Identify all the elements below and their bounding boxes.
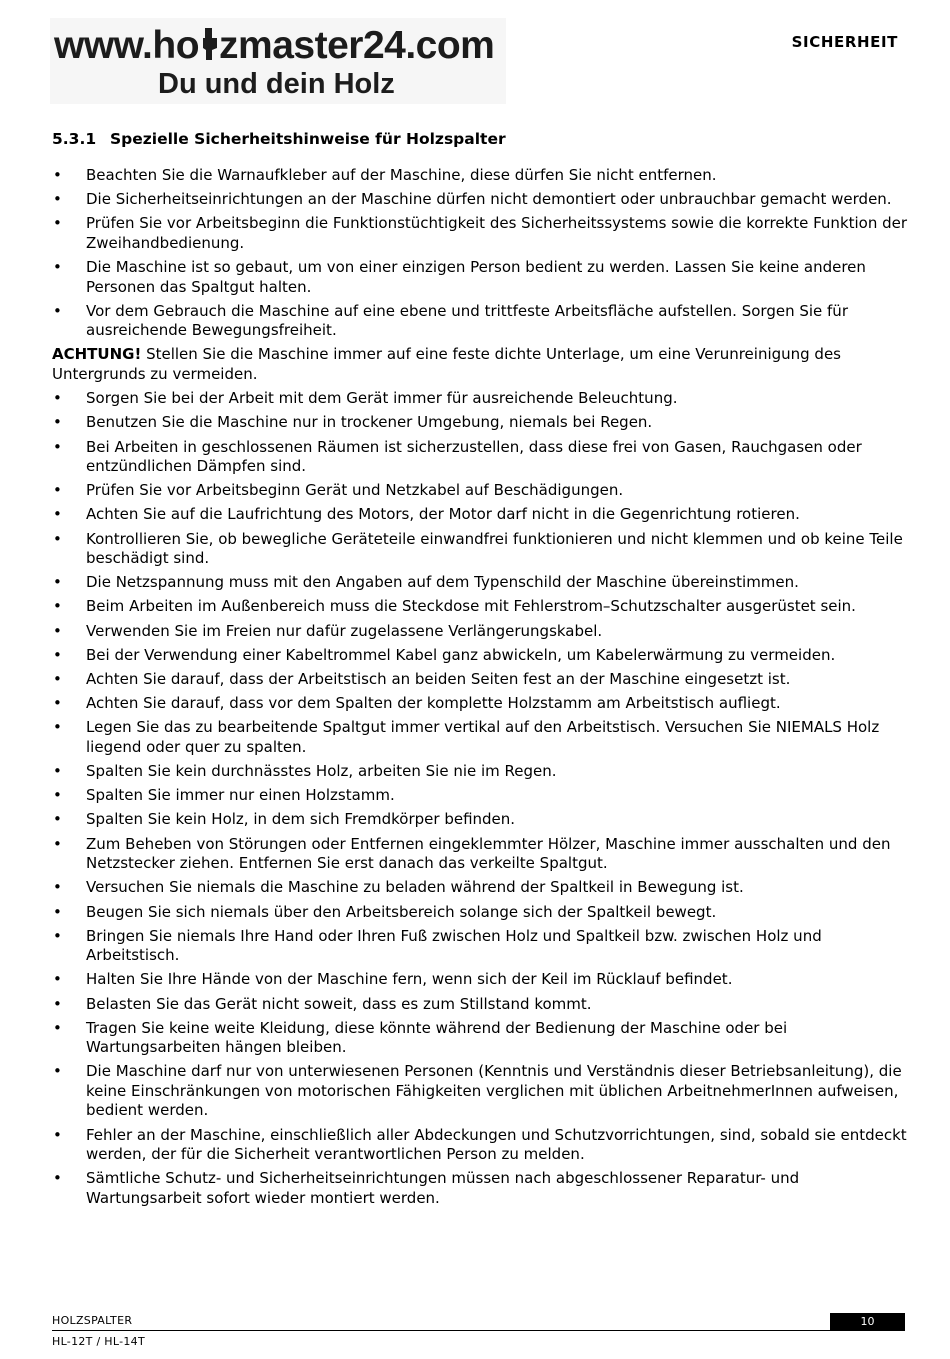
list-item: • Beugen Sie sich niemals über den Arbeitsbereich solange sich der Spaltkeil bewegt. [52,903,908,923]
list-item: • Prüfen Sie vor Arbeitsbeginn die Funktionstüchtigkeit des Sicherheitssystems sowie die korrekte Funktion der Zweihandbedienung. [52,214,908,253]
footer-divider [52,1330,905,1331]
list-item: • Belasten Sie das Gerät nicht soweit, dass es zum Stillstand kommt. [52,995,908,1015]
warning-label: ACHTUNG! [52,345,142,364]
footer-models: HL-12T / HL-14T [52,1335,145,1348]
list-item: • Spalten Sie kein durchnässtes Holz, arbeiten Sie nie im Regen. [52,762,908,782]
warning-notice [52,345,908,384]
safety-instructions [52,166,908,1213]
list-item: • Achten Sie auf die Laufrichtung des Motors, der Motor darf nicht in die Gegenrichtung rotieren. [52,505,908,525]
section-heading [52,130,506,148]
list-item: • Die Maschine darf nur von unterwiesenen Personen (Kenntnis und Verständnis dieser Betriebsanleitung), die keine Einschränkungen von motorischen Fähigkeiten verglichen mit üblichen ArbeitnehmerInnen aufweisen, bedient werden. [52,1062,908,1121]
list-item: • Bei Arbeiten in geschlossenen Räumen ist sicherzustellen, dass diese frei von Gasen, Rauchgasen oder entzündlichen Dämpfen sind. [52,438,908,477]
list-item: • Die Maschine ist so gebaut, um von einer einzigen Person bedient zu werden. Lassen Sie keine anderen Personen das Spaltgut halten. [52,258,908,297]
logo-url [54,24,494,68]
list-item: • Prüfen Sie vor Arbeitsbeginn Gerät und Netzkabel auf Beschädigungen. [52,481,908,501]
list-item: • Beim Arbeiten im Außenbereich muss die Steckdose mit Fehlerstrom–Schutzschalter ausgerüstet sein. [52,597,908,617]
list-item: • Achten Sie darauf, dass der Arbeitstisch an beiden Seiten fest an der Maschine eingesetzt ist. [52,670,908,690]
list-item: • Benutzen Sie die Maschine nur in trockener Umgebung, niemals bei Regen. [52,413,908,433]
list-item: • Beachten Sie die Warnaufkleber auf der Maschine, diese dürfen Sie nicht entfernen. [52,166,908,186]
list-item: • Halten Sie Ihre Hände von der Maschine fern, wenn sich der Keil im Rücklauf befindet. [52,970,908,990]
instruction-list-b [52,389,908,1208]
list-item: • Vor dem Gebrauch die Maschine auf eine ebene und trittfeste Arbeitsfläche aufstellen. Sorgen Sie für ausreichende Bewegungsfreiheit. [52,302,908,341]
page-number: 10 [830,1313,905,1330]
instruction-list-a [52,166,908,341]
list-item: • Bei der Verwendung einer Kabeltrommel Kabel ganz abwickeln, um Kabelerwärmung zu vermeiden. [52,646,908,666]
brand-logo [50,18,506,104]
list-item: • Sämtliche Schutz- und Sicherheitseinrichtungen müssen nach abgeschlossener Reparatur- und Wartungsarbeit sofort wieder montiert werden. [52,1169,908,1208]
list-item: • Die Netzspannung muss mit den Angaben auf dem Typenschild der Maschine übereinstimmen. [52,573,908,593]
list-item: • Versuchen Sie niemals die Maschine zu beladen während der Spaltkeil in Bewegung ist. [52,878,908,898]
list-item: • Zum Beheben von Störungen oder Entfernen eingeklemmter Hölzer, Maschine immer ausschalten und den Netzstecker ziehen. Entfernen Sie erst danach das verkeilte Spaltgut. [52,835,908,874]
warning-text: Stellen Sie die Maschine immer auf eine feste dichte Unterlage, um eine Verunreinigung des Untergrunds zu vermeiden. [52,345,842,383]
axe-icon [199,30,219,60]
list-item: • Verwenden Sie im Freien nur dafür zugelassene Verlängerungskabel. [52,622,908,642]
section-label: SICHERHEIT [791,33,898,51]
list-item: • Kontrollieren Sie, ob bewegliche Geräteteile einwandfrei funktionieren und nicht klemmen und ob keine Teile beschädigt sind. [52,530,908,569]
list-item: • Sorgen Sie bei der Arbeit mit dem Gerät immer für ausreichende Beleuchtung. [52,389,908,409]
list-item: • Bringen Sie niemals Ihre Hand oder Ihren Fuß zwischen Holz und Spaltkeil bzw. zwischen Holz und Arbeitstisch. [52,927,908,966]
list-item: • Die Sicherheitseinrichtungen an der Maschine dürfen nicht demontiert oder unbrauchbar gemacht werden. [52,190,908,210]
heading-number: 5.3.1 [52,130,97,148]
logo-url-part1: www.ho [54,24,200,67]
logo-tagline: Du und dein Holz [158,68,395,100]
list-item: • Fehler an der Maschine, einschließlich aller Abdeckungen und Schutzvorrichtungen, sind, sobald sie entdeckt werden, der für die Sicherheit verantwortlichen Person zu melden. [52,1126,908,1165]
list-item: • Achten Sie darauf, dass vor dem Spalten der komplette Holzstamm am Arbeitstisch aufliegt. [52,694,908,714]
footer-product: HOLZSPALTER [52,1314,133,1327]
list-item: • Legen Sie das zu bearbeitende Spaltgut immer vertikal auf den Arbeitstisch. Versuchen Sie NIEMALS Holz liegend oder quer zu spalten. [52,718,908,757]
list-item: • Spalten Sie kein Holz, in dem sich Fremdkörper befinden. [52,810,908,830]
list-item: • Tragen Sie keine weite Kleidung, diese könnte während der Bedienung der Maschine oder bei Wartungsarbeiten hängen bleiben. [52,1019,908,1058]
logo-url-part2: zmaster24.com [219,24,495,67]
list-item: • Spalten Sie immer nur einen Holzstamm. [52,786,908,806]
heading-title: Spezielle Sicherheitshinweise für Holzspalter [110,130,506,148]
